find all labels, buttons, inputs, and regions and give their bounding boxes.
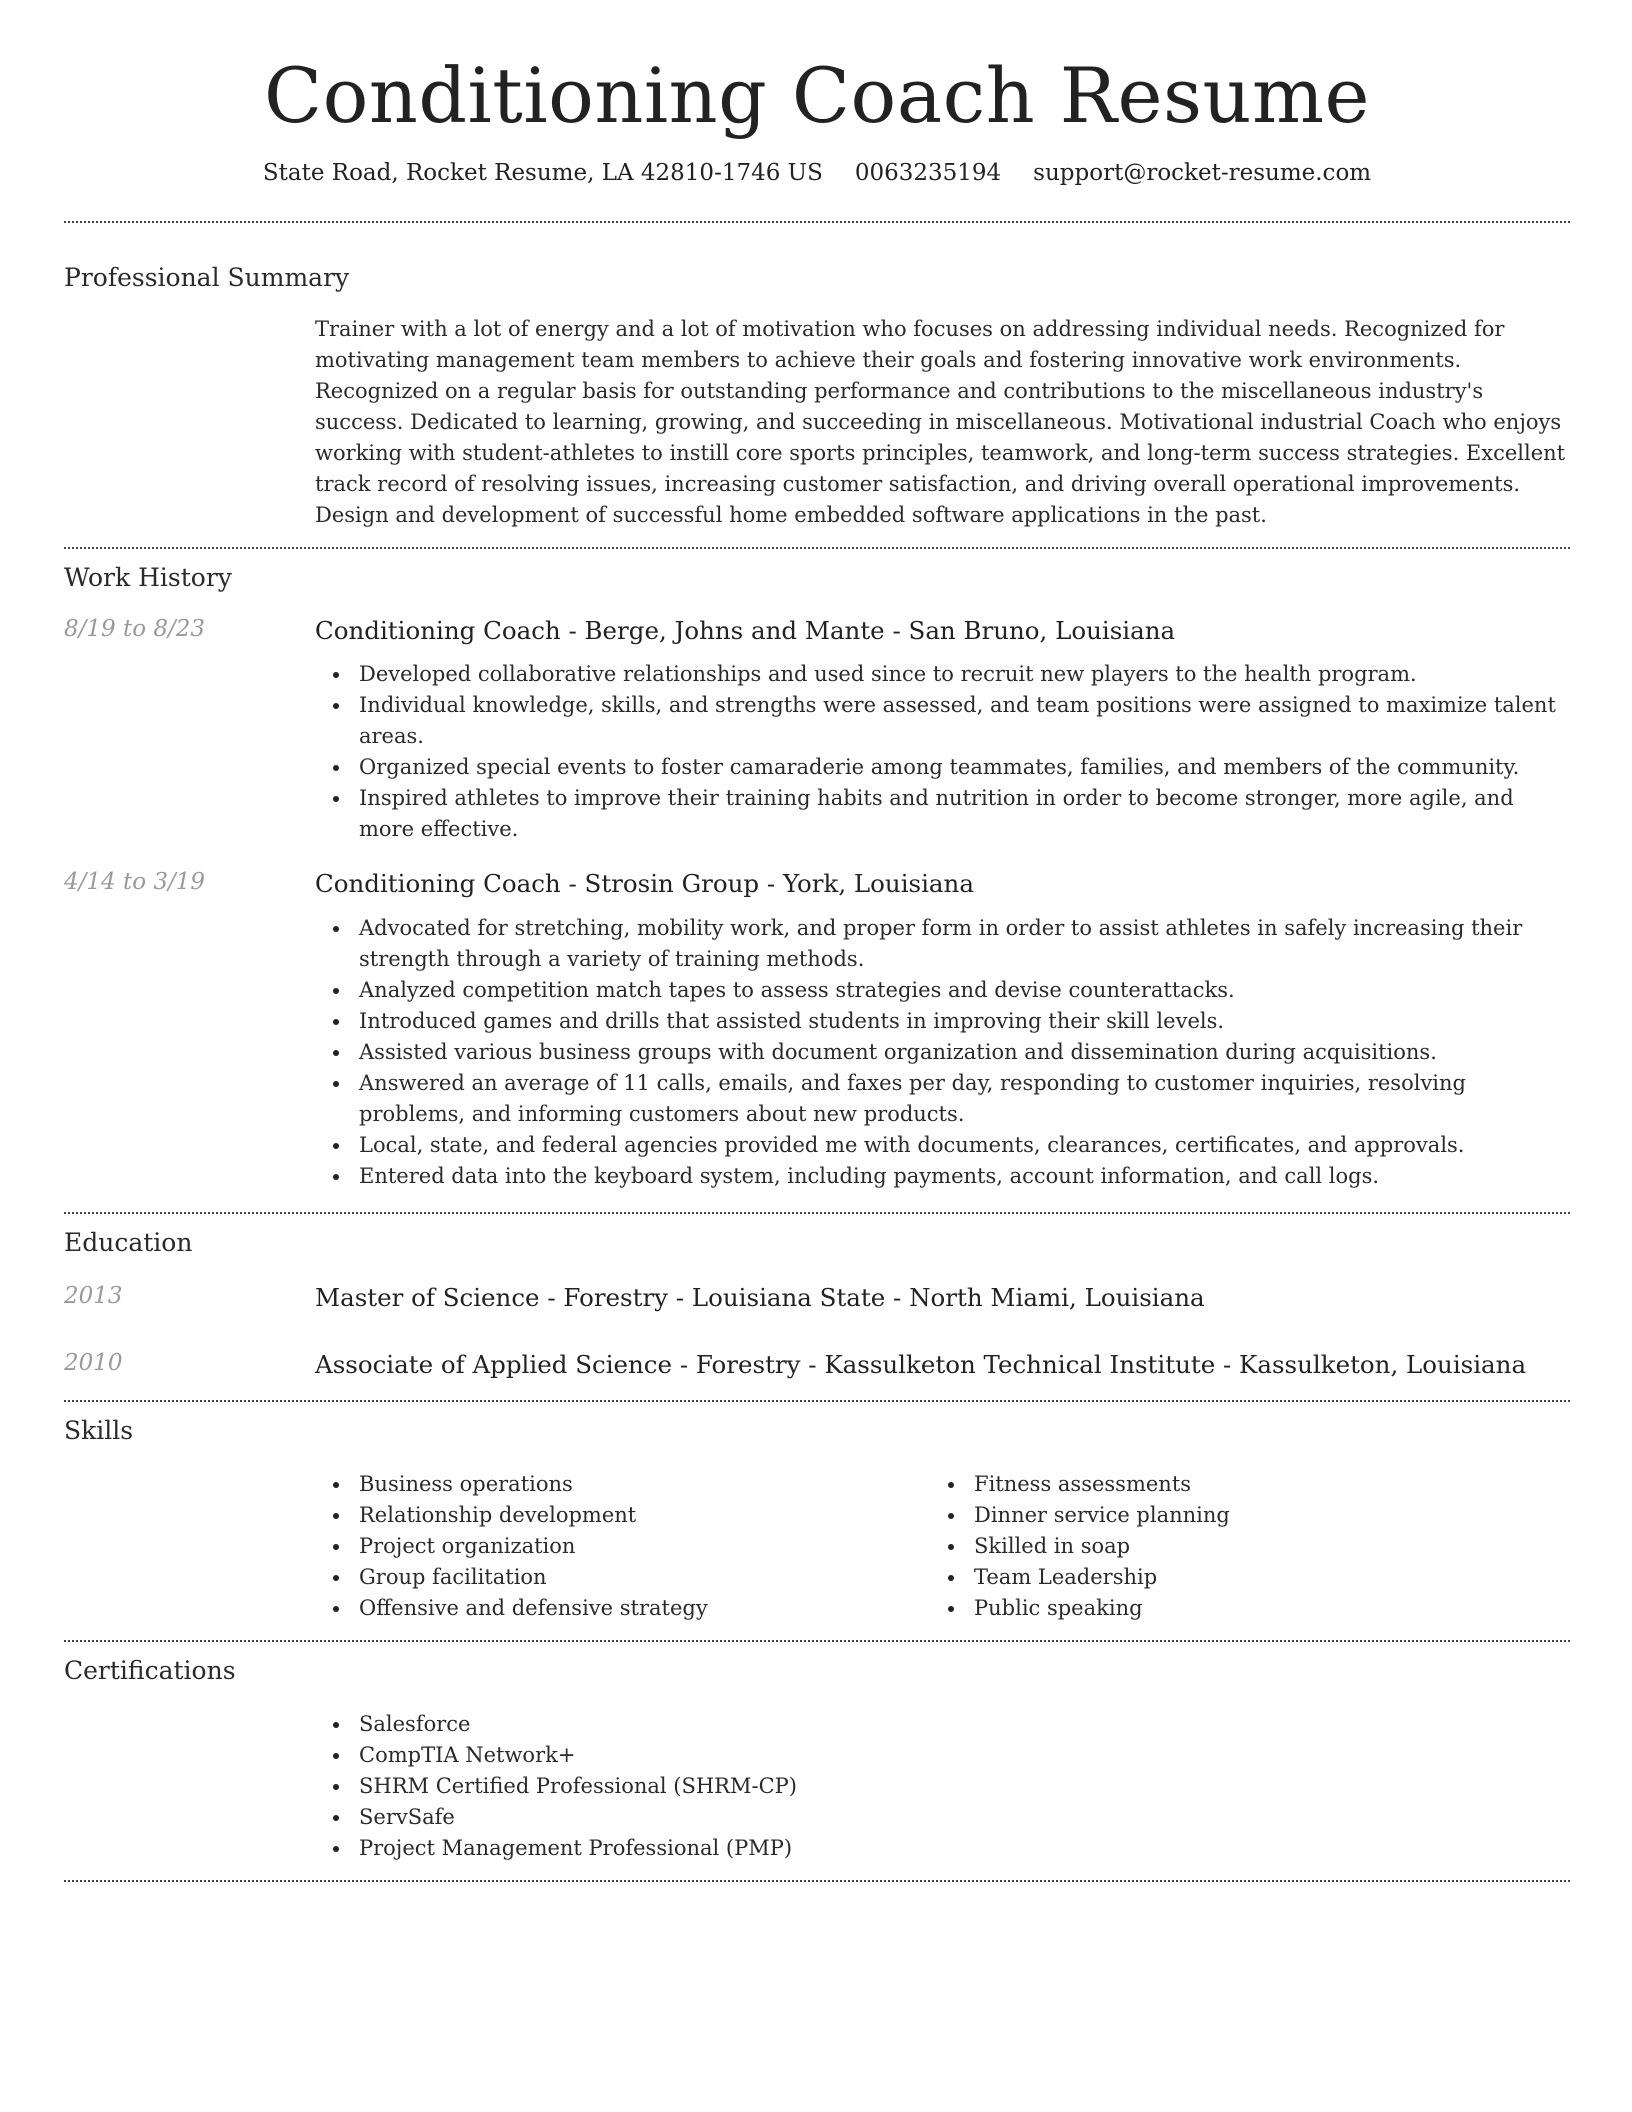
- list-item: Entered data into the keyboard system, including payments, account information, and call logs.: [315, 1161, 1570, 1192]
- education-title: Associate of Applied Science - Forestry - Kassulketon Technical Institute - Kassulketon, Louisiana: [315, 1350, 1527, 1380]
- job-bullets: [315, 659, 1570, 845]
- summary-text: Trainer with a lot of energy and a lot of motivation who focuses on addressing individual needs. Recognized for motivating management team members to achieve their goals and fostering innovative work environments. Recognized on a regular basis for outstanding performance and contributions to the miscellaneous industry's success. Dedicated to learning, growing, and succeeding in miscellaneous. Motivational industrial Coach who enjoys working with student-athletes to instill core sports principles, teamwork, and long-term success strategies. Excellent track record of resolving issues, increasing customer satisfaction, and driving overall operational improvements. Design and development of successful home embedded software applications in the past.: [315, 317, 1566, 527]
- skills-list-right: [930, 1469, 1545, 1624]
- contact-line: [64, 162, 1570, 185]
- list-item: Organized special events to foster camaraderie among teammates, families, and members of the community.: [315, 752, 1570, 783]
- contact-email: support@rocket-resume.com: [1033, 160, 1372, 186]
- education-section: [64, 1227, 1570, 1380]
- work-section: [64, 565, 1570, 1192]
- list-item: CompTIA Network+: [315, 1740, 1570, 1771]
- skills-grid: [315, 1469, 1570, 1624]
- list-item: SHRM Certified Professional (SHRM-CP): [315, 1771, 1570, 1802]
- education-title: Master of Science - Forestry - Louisiana State - North Miami, Louisiana: [315, 1282, 1205, 1312]
- list-item: Offensive and defensive strategy: [315, 1593, 930, 1624]
- list-item: Group facilitation: [315, 1562, 930, 1593]
- job-bullets: [315, 913, 1570, 1192]
- divider: [64, 1400, 1570, 1402]
- list-item: Introduced games and drills that assisted students in improving their skill levels.: [315, 1006, 1570, 1037]
- job-dates: 8/19 to 8/23: [64, 616, 206, 642]
- list-item: Answered an average of 11 calls, emails, and faxes per day, responding to customer inquiries, resolving problems, and informing customers about new products.: [315, 1068, 1570, 1130]
- education-entry: [64, 1283, 1570, 1312]
- section-title-skills: Skills: [64, 1415, 134, 1445]
- list-item: Assisted various business groups with document organization and dissemination during acquisitions.: [315, 1037, 1570, 1068]
- divider: [64, 1212, 1570, 1214]
- job-title: Conditioning Coach - Strosin Group - York, Louisiana: [315, 869, 974, 899]
- list-item: Project Management Professional (PMP): [315, 1833, 1570, 1864]
- divider: [64, 547, 1570, 549]
- job-entry: [64, 616, 1570, 845]
- list-item: Individual knowledge, skills, and strengths were assessed, and team positions were assigned to maximize talent areas.: [315, 690, 1570, 752]
- section-title-work: Work History: [64, 563, 232, 592]
- list-item: Fitness assessments: [930, 1469, 1545, 1500]
- education-entry: [64, 1350, 1570, 1379]
- divider: [64, 221, 1570, 223]
- skills-section: [64, 1415, 1570, 1624]
- job-title: Conditioning Coach - Berge, Johns and Mante - San Bruno, Louisiana: [315, 616, 1176, 645]
- list-item: ServSafe: [315, 1802, 1570, 1833]
- contact-phone: 0063235194: [854, 160, 1002, 186]
- resume-title: Conditioning Coach Resume: [263, 51, 1370, 140]
- skills-list-left: [315, 1469, 930, 1624]
- list-item: Public speaking: [930, 1593, 1545, 1624]
- list-item: Skilled in soap: [930, 1531, 1545, 1562]
- education-year: 2013: [64, 1282, 123, 1309]
- section-title-education: Education: [64, 1227, 193, 1257]
- job-dates: 4/14 to 3/19: [64, 869, 206, 896]
- list-item: Inspired athletes to improve their training habits and nutrition in order to become stronger, more agile, and more effective.: [315, 783, 1570, 845]
- resume-page: [64, 0, 1570, 1882]
- certifications-section: [64, 1655, 1570, 1864]
- list-item: Team Leadership: [930, 1562, 1545, 1593]
- divider: [64, 1640, 1570, 1642]
- section-title-certifications: Certifications: [64, 1655, 236, 1685]
- summary-section: [64, 265, 1570, 531]
- list-item: Advocated for stretching, mobility work, and proper form in order to assist athletes in safely increasing their strength through a variety of training methods.: [315, 913, 1570, 975]
- list-item: Local, state, and federal agencies provided me with documents, clearances, certificates, and approvals.: [315, 1130, 1570, 1161]
- list-item: Business operations: [315, 1469, 930, 1500]
- resume-header: [64, 0, 1570, 185]
- list-item: Relationship development: [315, 1500, 930, 1531]
- list-item: Salesforce: [315, 1709, 1570, 1740]
- section-title-summary: Professional Summary: [64, 263, 350, 292]
- education-year: 2010: [64, 1350, 123, 1377]
- list-item: Developed collaborative relationships and used since to recruit new players to the health program.: [315, 659, 1570, 690]
- certifications-list: [315, 1709, 1570, 1864]
- divider: [64, 1880, 1570, 1882]
- list-item: Analyzed competition match tapes to assess strategies and devise counterattacks.: [315, 975, 1570, 1006]
- job-entry: [64, 869, 1570, 1191]
- contact-address: State Road, Rocket Resume, LA 42810-1746 US: [262, 160, 823, 186]
- list-item: Dinner service planning: [930, 1500, 1545, 1531]
- list-item: Project organization: [315, 1531, 930, 1562]
